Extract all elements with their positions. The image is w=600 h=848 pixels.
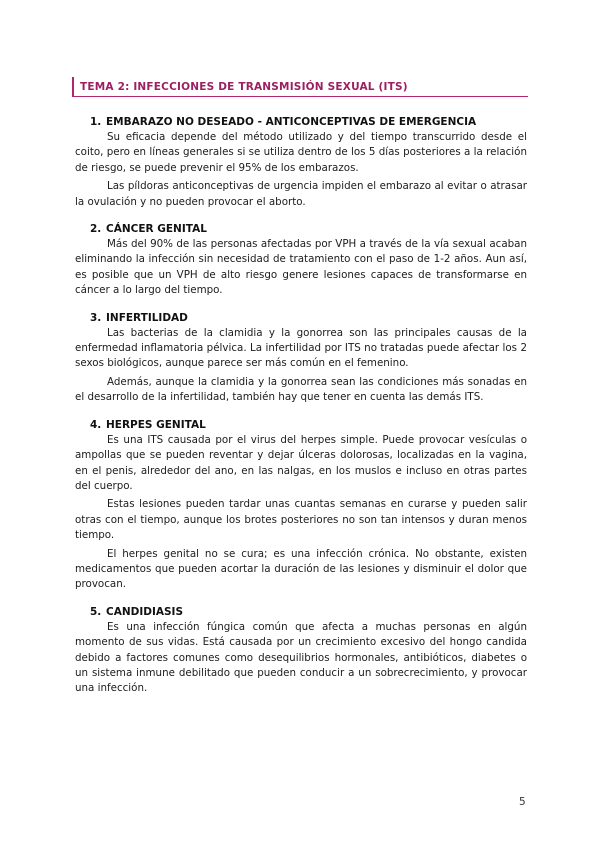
topic-header xyxy=(72,77,528,97)
paragraph: Además, aunque la clamidia y la gonorrea sean las condiciones más sonadas en el desarrollo de la infertilidad, también hay que tener en cuenta las demás ITS. xyxy=(75,375,527,404)
topic-title: TEMA 2: INFECCIONES DE TRANSMISIÓN SEXUAL (ITS) xyxy=(80,80,408,93)
paragraph: El herpes genital no se cura; es una infección crónica. No obstante, existen medicamentos que pueden acortar la duración de las lesiones y disminuir el dolor que provocan. xyxy=(75,547,527,591)
section-herpes-genital xyxy=(75,418,527,593)
paragraph: Es una infección fúngica común que afecta a muchas personas en algún momento de sus vidas. Está causada por un crecimiento excesivo del hongo candida debido a factores comunes como desequilibrios hormonales, antibióticos, diabetes o un sistema inmune debilitado que pueden conducir a un sobrecrecimiento, y provocar una infección. xyxy=(75,620,527,695)
section-candidiasis xyxy=(75,605,527,697)
section-cancer-genital xyxy=(75,222,527,299)
paragraph: Las píldoras anticonceptivas de urgencia impiden el embarazo al evitar o atrasar la ovulación y no pueden provocar el aborto. xyxy=(75,180,527,208)
section-number: 2. xyxy=(90,223,102,236)
section-heading xyxy=(75,605,527,619)
section-title: HERPES GENITAL xyxy=(106,418,206,431)
section-number: 1. xyxy=(90,116,102,128)
paragraph: Más del 90% de las personas afectadas por VPH a través de la vía sexual acaban eliminando la infección sin necesidad de tratamiento con el paso de 1-2 años. Aun así, es posible que un VPH de alto riesgo genere lesiones capaces de transformarse en cáncer a lo largo del tiempo. xyxy=(75,238,527,297)
paragraph: Estas lesiones pueden tardar unas cuantas semanas en curarse y pueden salir otras con el tiempo, aunque los brotes posteriores no son tan intensos y duran menos tiempo. xyxy=(75,498,527,542)
paragraph: Las bacterias de la clamidia y la gonorrea son las principales causas de la enfermedad inflamatoria pélvica. La infertilidad por ITS no tratadas puede afectar los 2 sexos biológicos, aunque parece ser más común en el femenino. xyxy=(75,326,527,370)
section-heading xyxy=(75,115,527,129)
section-heading xyxy=(75,418,527,432)
section-number: 5. xyxy=(90,605,102,618)
section-embarazo xyxy=(75,115,527,210)
section-title: INFERTILIDAD xyxy=(106,311,188,324)
content-body xyxy=(75,115,527,709)
section-infertilidad xyxy=(75,311,527,406)
section-heading xyxy=(75,222,527,236)
section-title: CÁNCER GENITAL xyxy=(106,223,207,236)
page-number: 5 xyxy=(519,796,526,808)
section-number: 3. xyxy=(90,311,102,324)
paragraph: Es una ITS causada por el virus del herpes simple. Puede provocar vesículas o ampollas que se pueden reventar y dejar úlceras dolorosas, localizadas en la vagina, en el penis, alrededor del ano, en las nalgas, en los muslos e incluso en otras partes del cuerpo. xyxy=(75,433,527,492)
section-number: 4. xyxy=(90,418,102,431)
section-title: CANDIDIASIS xyxy=(106,605,184,618)
section-heading xyxy=(75,311,527,325)
paragraph: Su eficacia depende del método utilizado y del tiempo transcurrido desde el coito, pero en líneas generales si se utiliza dentro de los 5 días posteriores a la relación de riesgo, se puede prevenir el 95% de los embarazos. xyxy=(75,131,527,174)
section-title: EMBARAZO NO DESEADO - ANTICONCEPTIVAS DE EMERGENCIA xyxy=(106,116,477,128)
